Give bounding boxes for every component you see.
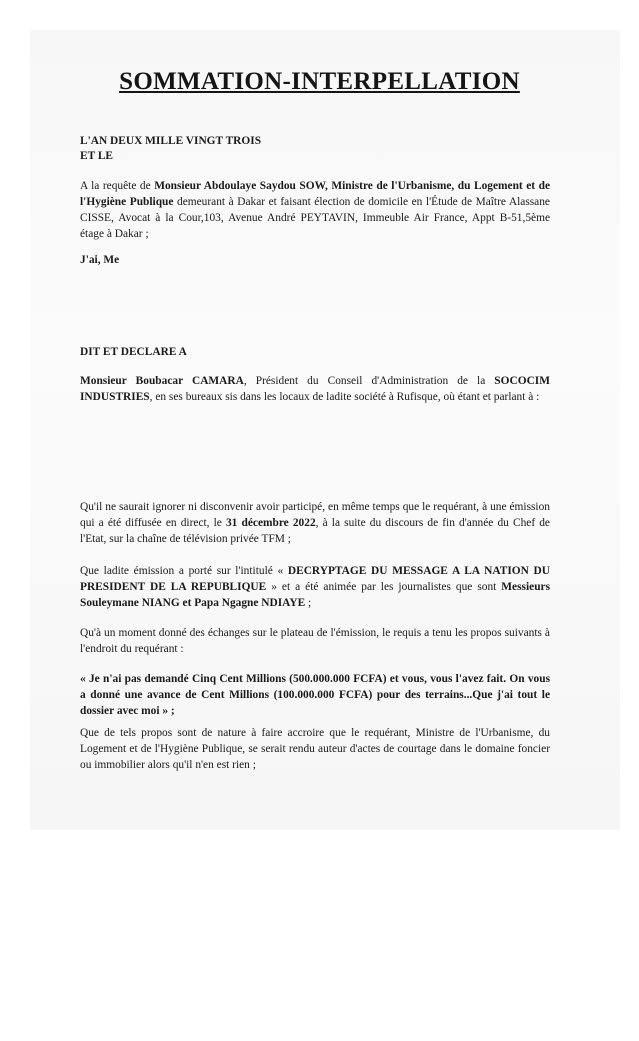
destinataire-company: SOCOCIM INDUSTRIES: [80, 375, 550, 403]
paragraph-propos: Qu'à un moment donné des échanges sur le plateau de l'émission, le requis a tenu les propos suivants à l'endroit du requérant :: [80, 627, 550, 655]
paragraph-conclusion: Que de tels propos sont de nature à faire accroire que le requérant, Ministre de l'Urbanisme, du Logement et de l'Hygiène Publique, se serait rendu auteur d'actes de courtage dans le domaine foncier ou immobilier alors qu'il n'en est rien ;: [80, 727, 550, 771]
jai-me-line: J'ai, Me: [80, 254, 120, 266]
para2-journalistes: Messieurs Souleymane NIANG et Papa Ngagne NDIAYE: [80, 581, 551, 609]
dit-et-declare-heading: DIT ET DECLARE A: [80, 346, 187, 358]
destinataire-name: Monsieur Boubacar CAMARA: [80, 375, 244, 387]
para1-date: 31 décembre 2022: [225, 517, 316, 529]
requete-paragraph: [80, 178, 550, 242]
para1-text-2: , à la suite du discours de fin d'année du Chef de l'Etat, sur la chaîne de télévision privée TFM ;: [80, 517, 550, 545]
requete-text-1: A la requête de: [80, 180, 155, 192]
para1-text-1: Qu'il ne saurait ignorer ni disconvenir avoir participé, en même temps que le requérant, à une émission qui a été diffusée en direct, le: [80, 501, 550, 529]
requete-text-2: demeurant à Dakar et faisant élection de domicile en l'Étude de Maître Alassane CISSE, Avocat à la Cour,103, Avenue André PEYTAVIN, Immeuble Air France, Appt B-51,5ème étage à Dakar ;: [80, 196, 550, 240]
quote-paragraph: « Je n'ai pas demandé Cinq Cent Millions (500.000.000 FCFA) et vous, vous l'avez fait. On vous a donné une avance de Cent Millions (100.000.000 FCFA) pour des terrains...Que j'ai tout le dossier avec moi » ;: [80, 673, 550, 717]
requete-requerant: Monsieur Abdoulaye Saydou SOW, Ministre de l'Urbanisme, du Logement et de l'Hygiène Publique: [80, 180, 550, 208]
para2-intitule: DECRYPTAGE DU MESSAGE A LA NATION DU PRESIDENT DE LA REPUBLIQUE: [80, 565, 550, 593]
destinataire-paragraph: [80, 373, 550, 405]
para2-text-2: » et a été animée par les journalistes que sont: [266, 581, 502, 593]
document-title: SOMMATION-INTERPELLATION: [119, 68, 520, 95]
destinataire-text-1: , Président du Conseil d'Administration de la: [243, 375, 495, 387]
para2-text-3: ;: [305, 597, 312, 609]
paragraph-intitule: [80, 563, 550, 611]
paragraph-emission: [80, 499, 550, 547]
date-line-2: ET LE: [80, 150, 114, 162]
para2-text-1: Que ladite émission a porté sur l'intitulé «: [80, 565, 288, 577]
destinataire-text-2: , en ses bureaux sis dans les locaux de ladite société à Rufisque, où étant et parlant à :: [149, 391, 540, 403]
date-line-1: L'AN DEUX MILLE VINGT TROIS: [80, 135, 262, 147]
